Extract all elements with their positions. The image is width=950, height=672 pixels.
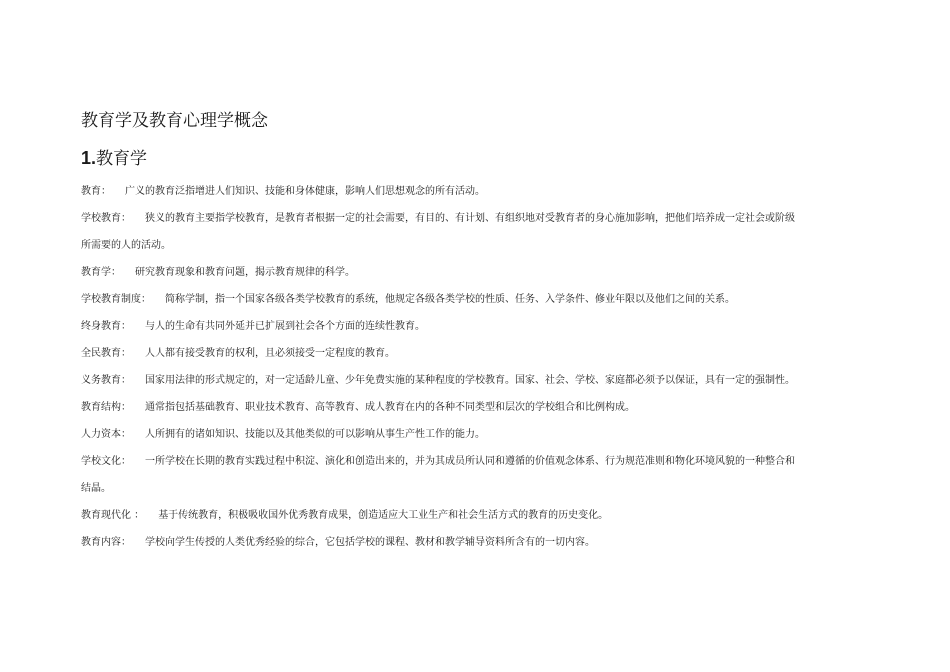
definition-entry [81,340,796,367]
document-title: 教育学及教育心理学概念 [81,111,268,131]
definition-term: 教育现代化 ： [81,510,145,521]
section-title: 教育学 [96,149,148,169]
definition-term: 教育内容： [81,537,131,548]
definition-term: 学校文化： [81,456,131,467]
definition-text: 通常指包括基础教育、职业技术教育、高等教育、成人教育在内的各种不同类型和层次的学校组合和比例构成。 [145,402,635,413]
definition-term: 人力资本： [81,429,131,440]
definition-text: 学校向学生传授的人类优秀经验的综合，它包括学校的课程、教材和教学辅导资料所含有的一切内容。 [145,537,595,548]
definition-text: 基于传统教育，积极吸收国外优秀教育成果，创造适应大工业生产和社会生活方式的教育的历史变化。 [158,510,609,521]
definition-text: 研究教育现象和教育问题，揭示教育规律的科学。 [135,267,355,278]
definition-term: 教育学： [81,267,121,278]
definition-entry [81,259,796,286]
definition-entry [81,421,796,448]
section-number: 1. [81,148,97,168]
definition-entry [81,529,796,556]
definition-entry [81,178,796,205]
definition-term: 教育： [81,186,111,197]
definition-entry [81,502,796,529]
definition-term: 学校教育制度： [81,294,151,305]
definition-text: 人人都有接受教育的权利，且必须接受一定程度的教育。 [145,348,395,359]
definition-text: 国家用法律的形式规定的，对一定适龄儿童、少年免费实施的某种程度的学校教育。国家、社会、学校、家庭都必须予以保证，具有一定的强制性。 [145,375,795,386]
definition-entry [81,205,796,259]
definition-text: 狭义的教育主要指学校教育，是教育者根据一定的社会需要，有目的、有计划、有组织地对受教育者的身心施加影响，把他们培养成一定社会或阶级所需要的人的活动。 [81,213,795,251]
definition-entry [81,313,796,340]
definition-list [81,178,796,556]
definition-term: 终身教育： [81,321,131,332]
definition-text: 人所拥有的诸如知识、技能以及其他类似的可以影响从事生产性工作的能力。 [145,429,485,440]
definition-entry [81,286,796,313]
definition-text: 简称学制，指一个国家各级各类学校教育的系统，他规定各级各类学校的性质、任务、入学条件、修业年限以及他们之间的关系。 [165,294,735,305]
definition-text: 广义的教育泛指增进人们知识、技能和身体健康，影响人们思想观念的所有活动。 [125,186,485,197]
definition-text: 与人的生命有共同外延并已扩展到社会各个方面的连续性教育。 [145,321,425,332]
definition-term: 义务教育： [81,375,131,386]
section-heading [81,147,147,170]
definition-term: 教育结构： [81,402,131,413]
definition-entry [81,394,796,421]
definition-entry [81,448,796,502]
definition-text: 一所学校在长期的教育实践过程中积淀、演化和创造出来的，并为其成员所认同和遵循的价值观念体系、行为规范准则和物化环境风貌的一种整合和结晶。 [81,456,795,494]
definition-entry [81,367,796,394]
definition-term: 学校教育： [81,213,131,224]
definition-term: 全民教育： [81,348,131,359]
